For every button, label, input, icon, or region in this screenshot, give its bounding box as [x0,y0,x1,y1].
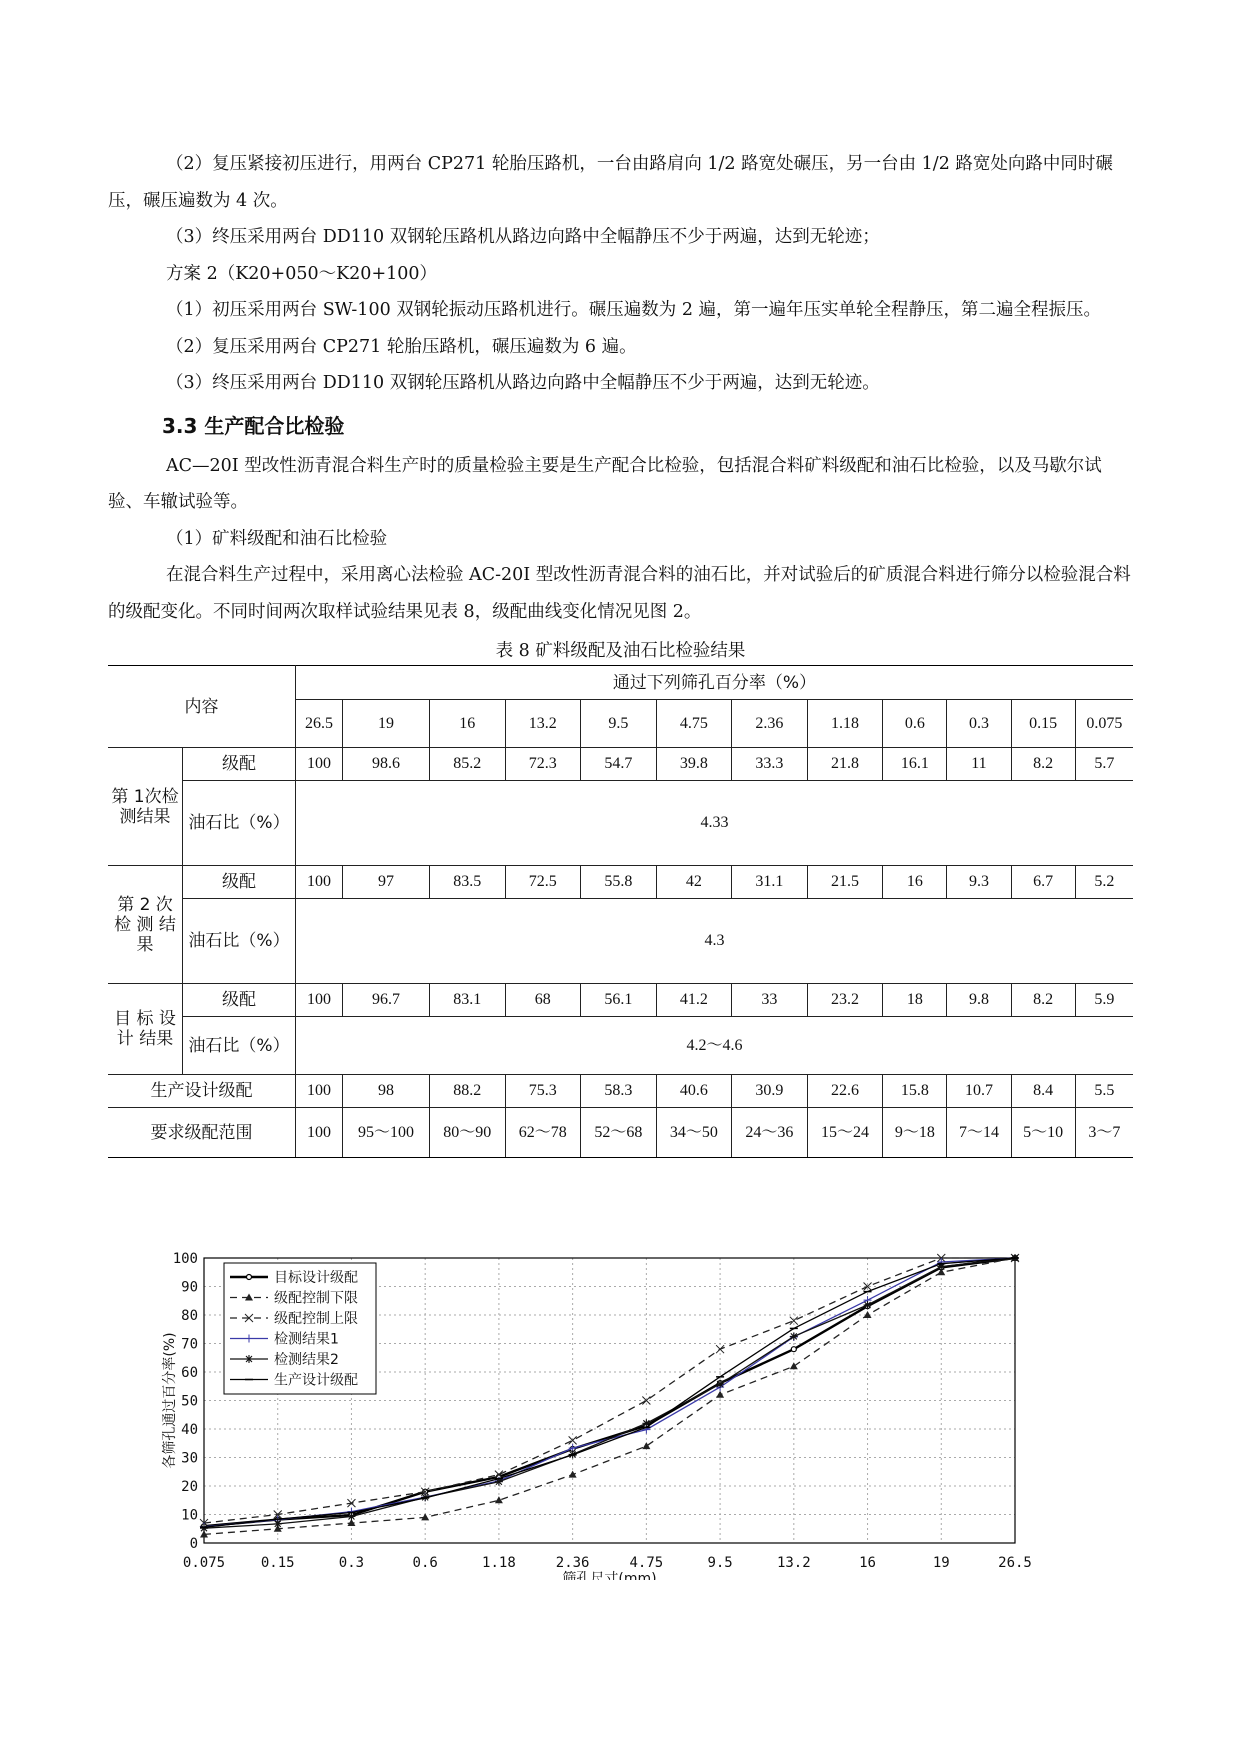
data-point [790,1332,798,1340]
x-tick-label: 13.2 [776,1555,811,1571]
data-point [642,1442,650,1449]
grading-cell: 33 [732,984,808,1017]
grading-cell: 23.2 [807,984,883,1017]
grading-cell: 15.8 [883,1075,947,1108]
paragraph: 方案 2（K20+050～K20+100） [166,263,438,284]
grading-cell: 5.5 [1075,1075,1133,1108]
x-tick-label: 0.6 [412,1555,438,1571]
x-axis-label: 筛孔尺寸(mm) [562,1571,657,1580]
body-text-top [108,146,1133,630]
table-row [108,866,1133,899]
data-point [274,1520,282,1528]
legend-entry: 检测结果1 [274,1331,339,1348]
grading-cell: 9.3 [947,866,1011,899]
y-axis-label: 各筛孔通过百分率(%) [162,1332,178,1469]
range-label: 要求级配范围 [108,1108,296,1158]
grading-cell: 24～36 [732,1108,808,1158]
grading-cell: 56.1 [581,984,657,1017]
paragraph: （3）终压采用两台 DD110 双钢轮压路机从路边向路中全幅静压不少于两遍，达到无轮迹。 [166,373,880,393]
grading-cell: 52～68 [581,1108,657,1158]
oil-label: 油石比（%） [183,899,296,984]
sieve-size-cell: 4.75 [656,700,732,748]
legend-entry: 级配控制下限 [274,1290,358,1307]
x-tick-label: 19 [932,1555,950,1571]
grading-cell: 18 [883,984,947,1017]
x-tick-label: 26.5 [998,1555,1032,1571]
header-content: 内容 [108,666,296,748]
grading-cell: 21.8 [807,748,883,781]
grading-cell: 97 [343,866,430,899]
section-heading: 3.3 生产配合比检验 [162,413,345,438]
grading-cell: 8.4 [1011,1075,1075,1108]
y-tick-label: 10 [181,1507,198,1524]
chart-svg [160,1250,1150,1580]
sieve-size-cell: 0.6 [883,700,947,748]
sieve-size-cell: 0.3 [947,700,1011,748]
x-tick-label: 16 [859,1555,876,1571]
y-tick-label: 90 [181,1279,198,1296]
y-tick-label: 50 [181,1393,198,1410]
paragraph: AC—20I 型改性沥青混合料生产时的质量检验主要是生产配合比检验，包括混合料矿料级配和油石比检验，以及马歇尔试验、车辙试验等。 [108,455,1102,512]
sieve-size-cell: 9.5 [581,700,657,748]
grading-cell: 80～90 [429,1108,505,1158]
grading-cell: 8.2 [1011,748,1075,781]
grading-cell: 98 [343,1075,430,1108]
data-point [791,1347,796,1352]
legend-entry: 目标设计级配 [274,1270,358,1286]
paragraph: （3）终压采用两台 DD110 双钢轮压路机从路边向路中全幅静压不少于两遍，达到无轮迹； [166,227,880,247]
x-tick-label: 2.36 [555,1555,590,1571]
grading-cell: 83.1 [429,984,505,1017]
table-row [108,899,1133,984]
y-tick-label: 20 [181,1479,198,1495]
grading-cell: 100 [296,1108,343,1158]
y-tick-label: 100 [172,1251,198,1267]
table-row [108,1017,1133,1075]
sieve-size-cell: 0.15 [1011,700,1075,748]
sieve-size-cell: 26.5 [296,700,343,748]
table-row [108,748,1133,781]
grading-cell: 7～14 [947,1108,1011,1158]
grading-cell: 5.9 [1075,984,1133,1017]
grading-cell: 9.8 [947,984,1011,1017]
grading-cell: 3～7 [1075,1108,1133,1158]
x-tick-label: 0.15 [260,1555,295,1571]
grading-label: 级配 [183,866,296,899]
grading-cell: 98.6 [343,748,430,781]
data-point [864,1301,872,1309]
grading-cell: 100 [296,866,343,899]
grading-cell: 96.7 [343,984,430,1017]
grading-label: 级配 [183,984,296,1017]
oil-label: 油石比（%） [183,781,296,866]
grading-cell: 8.2 [1011,984,1075,1017]
data-point [716,1380,724,1388]
sieve-size-cell: 0.075 [1075,700,1133,748]
y-tick-label: 40 [181,1422,198,1438]
oil-label: 油石比（%） [183,1017,296,1075]
grading-cell: 72.5 [505,866,581,899]
grading-cell: 85.2 [429,748,505,781]
x-tick-label: 4.75 [629,1555,664,1571]
production-label: 生产设计级配 [108,1075,296,1108]
grading-cell: 100 [296,748,343,781]
grading-cell: 9～18 [883,1108,947,1158]
data-point [716,1345,724,1353]
x-tick-label: 9.5 [707,1555,733,1571]
paragraph: 在混合料生产过程中，采用离心法检验 AC-20I 型改性沥青混合料的油石比，并对试验后的矿质混合料进行筛分以检验混合料的级配变化。不同时间两次取样试验结果见表 8，级配曲线变化情况见图 2。 [108,565,1131,622]
grading-cell: 100 [296,1075,343,1108]
sieve-size-cell: 2.36 [732,700,808,748]
grading-cell: 34～50 [656,1108,732,1158]
y-tick-label: 80 [181,1308,198,1324]
y-tick-label: 60 [181,1365,198,1381]
sieve-size-cell: 19 [343,700,430,748]
table-row [108,984,1133,1017]
test2-label: 第 2 次 检 测 结 果 [108,866,183,984]
grading-curve-chart [160,1250,1150,1580]
grading-cell: 62～78 [505,1108,581,1158]
grading-cell: 58.3 [581,1075,657,1108]
table-row [108,1108,1133,1158]
data-point [716,1391,724,1398]
paragraph: （2）复压紧接初压进行，用两台 CP271 轮胎压路机，一台由路肩向 1/2 路宽处碾压，另一台由 1/2 路宽处向路中同时碾压，碾压遍数为 4 次。 [108,154,1113,211]
legend-marker [245,1355,253,1363]
target-label: 目 标 设 计 结果 [108,984,183,1075]
grading-cell: 68 [505,984,581,1017]
grading-cell: 6.7 [1011,866,1075,899]
y-tick-label: 70 [181,1336,198,1353]
legend-entry: 生产设计级配 [274,1372,358,1389]
grading-cell: 15～24 [807,1108,883,1158]
grading-cell: 72.3 [505,748,581,781]
test1-oil: 4.33 [296,781,1134,866]
header-pass-rate: 通过下列筛孔百分率（%） [296,666,1134,700]
x-tick-label: 1.18 [482,1555,516,1571]
legend-entry: 级配控制上限 [274,1311,358,1327]
data-point [347,1512,355,1520]
grading-cell: 33.3 [732,748,808,781]
grading-cell: 88.2 [429,1075,505,1108]
grading-cell: 22.6 [807,1075,883,1108]
y-tick-label: 0 [189,1536,198,1552]
y-tick-label: 30 [181,1450,198,1467]
test2-oil: 4.3 [296,899,1134,984]
grading-cell: 75.3 [505,1075,581,1108]
sieve-size-cell: 1.18 [807,700,883,748]
table-row [108,781,1133,866]
grading-cell: 30.9 [732,1075,808,1108]
table-row [108,1075,1133,1108]
paragraph: （1）初压采用两台 SW-100 双钢轮振动压路机进行。碾压遍数为 2 遍，第一遍年压实单轮全程静压，第二遍全程振压。 [166,300,1102,320]
grading-cell: 5～10 [1011,1108,1075,1158]
grading-cell: 5.7 [1075,748,1133,781]
data-point [421,1513,429,1520]
grading-cell: 11 [947,748,1011,781]
grading-cell: 100 [296,984,343,1017]
x-tick-label: 0.075 [182,1555,226,1571]
grading-cell: 41.2 [656,984,732,1017]
grading-cell: 55.8 [581,866,657,899]
grading-cell: 42 [656,866,732,899]
target-oil: 4.2～4.6 [296,1017,1134,1075]
grading-cell: 21.5 [807,866,883,899]
grading-cell: 83.5 [429,866,505,899]
legend-marker [247,1275,252,1280]
paragraph: （1）矿料级配和油石比检验 [166,528,388,549]
sieve-size-cell: 13.2 [505,700,581,748]
grading-cell: 5.2 [1075,866,1133,899]
grading-cell: 31.1 [732,866,808,899]
grading-cell: 95～100 [343,1108,430,1158]
grading-cell: 16.1 [883,748,947,781]
table-caption: 表 8 矿料级配及油石比检验结果 [495,641,746,661]
data-point [790,1362,798,1369]
grading-label: 级配 [183,748,296,781]
grading-cell: 40.6 [656,1075,732,1108]
paragraph: （2）复压采用两台 CP271 轮胎压路机，碾压遍数为 6 遍。 [166,336,637,357]
grading-table [108,665,1133,1158]
grading-cell: 54.7 [581,748,657,781]
data-point [200,1524,208,1532]
grading-cell: 16 [883,866,947,899]
sieve-size-cell: 16 [429,700,505,748]
grading-cell: 10.7 [947,1075,1011,1108]
legend-entry: 检测结果2 [274,1352,339,1368]
x-tick-label: 0.3 [338,1555,365,1571]
test1-label: 第 1次检测结果 [108,748,183,866]
grading-cell: 39.8 [656,748,732,781]
